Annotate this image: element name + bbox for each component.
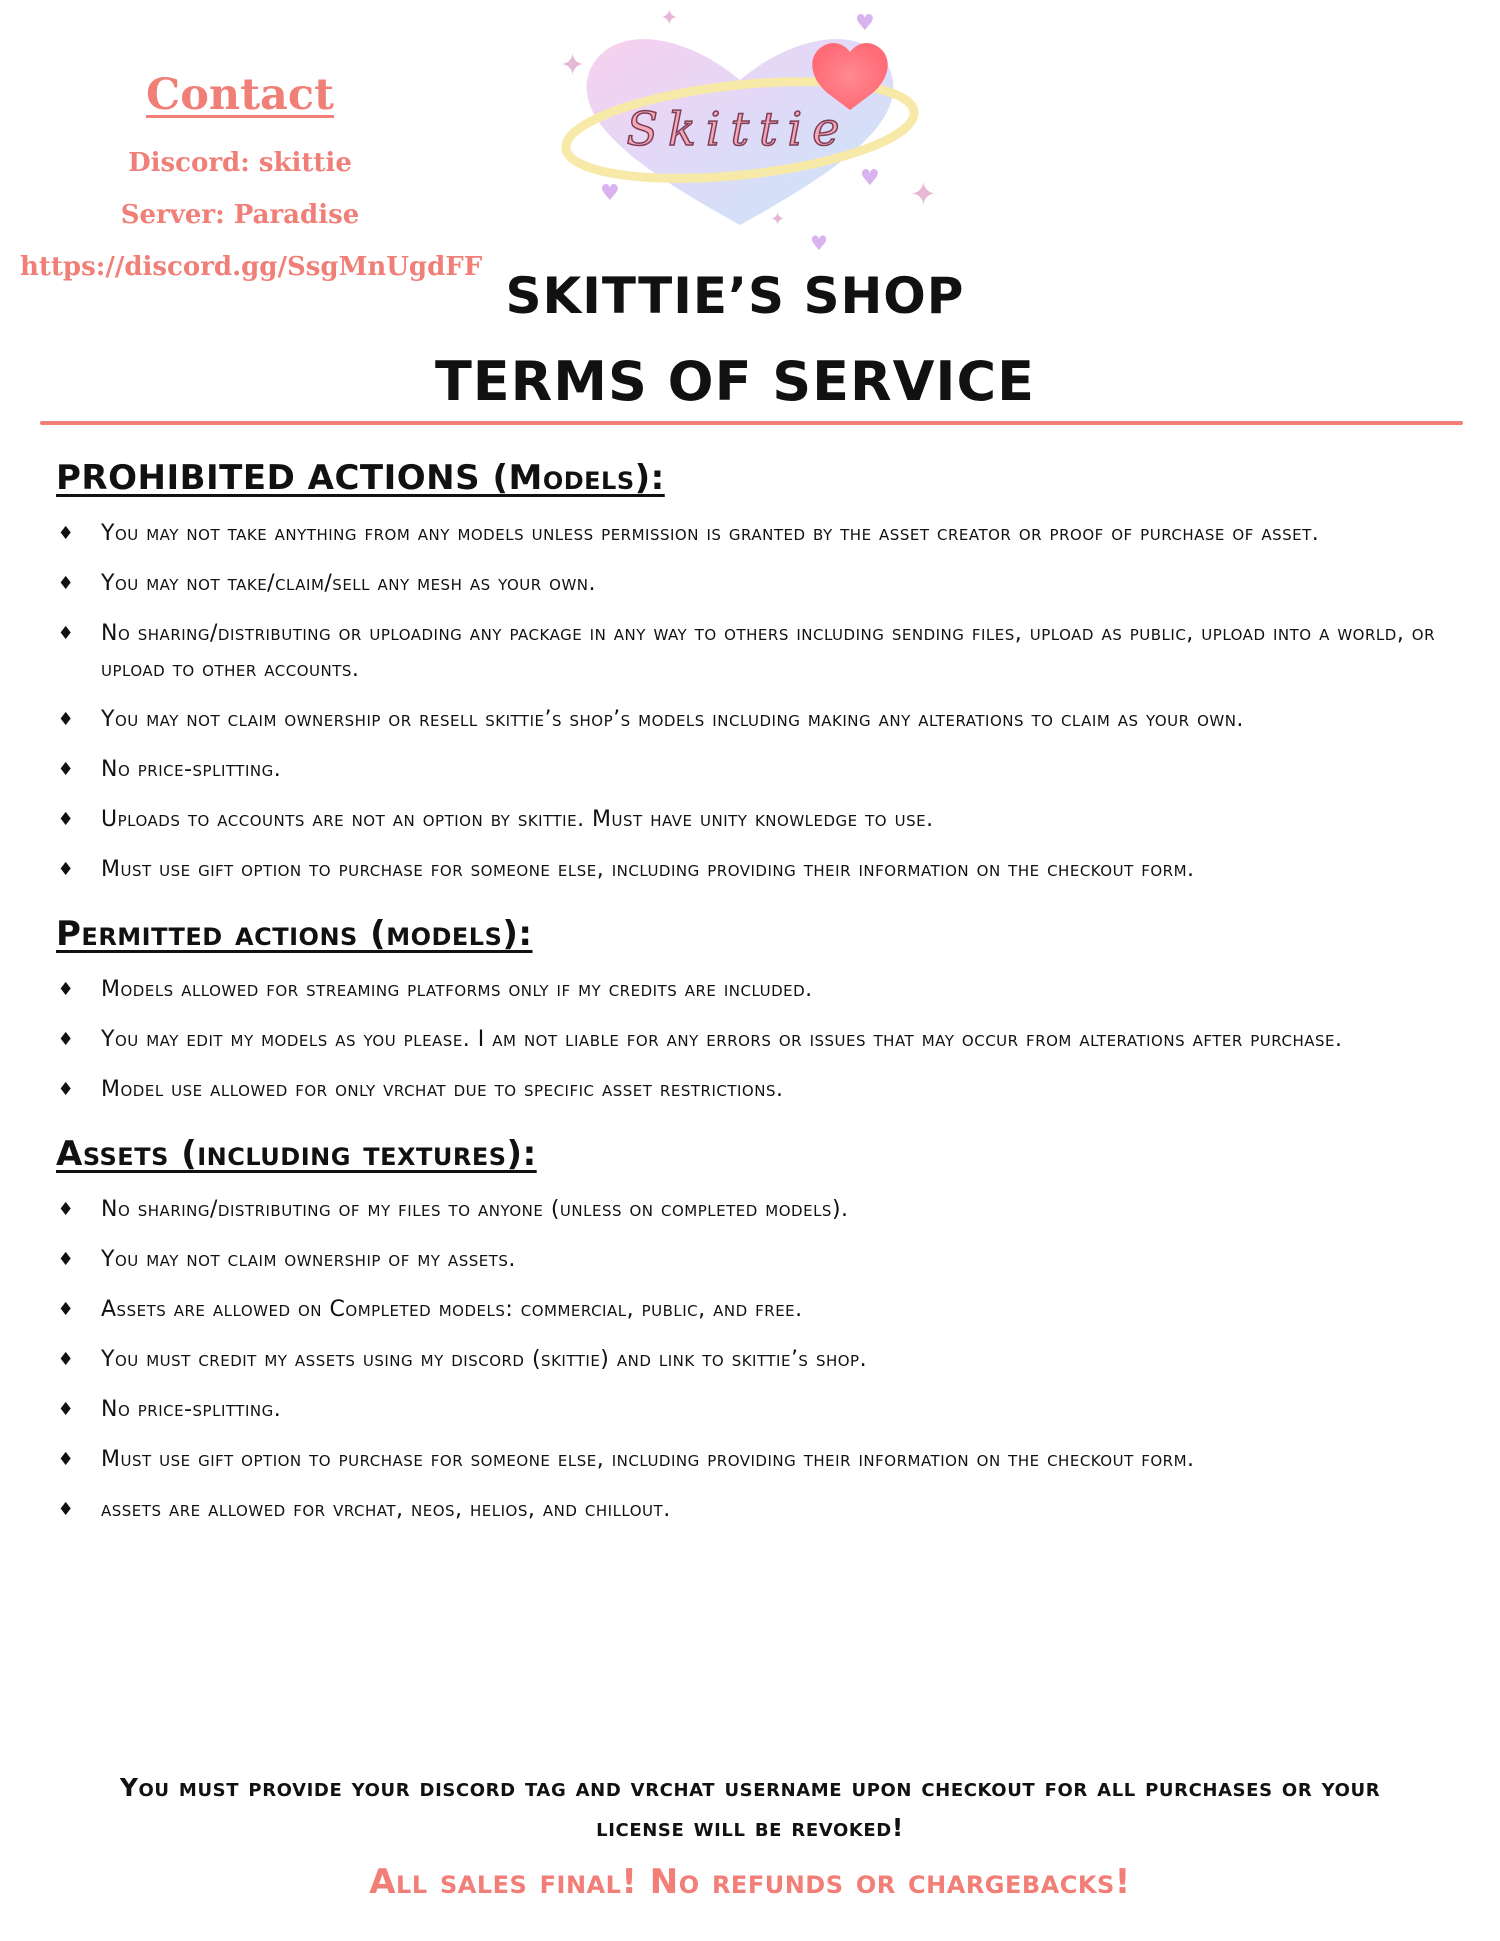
heart-logo-icon (530, 0, 950, 250)
diamond-bullet-icon: ♦ (57, 1079, 75, 1100)
diamond-bullet-icon: ♦ (57, 1449, 75, 1470)
svg-text:♥: ♥ (860, 166, 880, 191)
list-item-text: You may not claim ownership of my assets. (101, 1247, 516, 1272)
list-item-text: Must use gift option to purchase for someone else, including providing their information on the checkout form. (101, 1447, 1195, 1472)
diamond-bullet-icon: ♦ (57, 979, 75, 1000)
diamond-bullet-icon: ♦ (57, 1249, 75, 1270)
list-item-text: Assets are allowed on Completed models: commercial, public, and free. (101, 1297, 803, 1322)
section-heading: PROHIBITED ACTIONS (Models): (56, 458, 665, 498)
list-item-text: Model use allowed for only vrchat due to specific asset restrictions. (101, 1077, 784, 1102)
list-item-text: Uploads to accounts are not an option by skittie. Must have unity knowledge to use. (101, 807, 934, 832)
contact-server: Server: Paradise (120, 200, 360, 230)
diamond-bullet-icon: ♦ (57, 1199, 75, 1220)
list-item (56, 1392, 1456, 1428)
diamond-bullet-icon: ♦ (57, 523, 75, 544)
list-item (56, 1492, 1456, 1528)
contact-invite-link[interactable]: https://discord.gg/SsgMnUgdFF (20, 252, 483, 282)
list-item (56, 516, 1456, 552)
list-item (56, 1442, 1456, 1478)
contact-block (20, 70, 483, 282)
page-title (330, 265, 1140, 415)
svg-text:♥: ♥ (810, 231, 828, 250)
list-item-text: assets are allowed for vrchat, neos, helios, and chillout. (101, 1497, 671, 1522)
list-item (56, 1242, 1456, 1278)
diamond-bullet-icon: ♦ (57, 1299, 75, 1320)
list-item (56, 972, 1456, 1008)
list-item-text: You may edit my models as you please. I am not liable for any errors or issues that may occur from alterations after purchase. (101, 1027, 1343, 1052)
list-item (56, 1022, 1456, 1058)
diamond-bullet-icon: ♦ (57, 759, 75, 780)
sales-final-notice: All sales final! No refunds or chargebacks! (369, 1862, 1131, 1902)
section-list (56, 972, 1456, 1108)
list-item-text: No price-splitting. (101, 1397, 282, 1422)
svg-text:♥: ♥ (600, 181, 620, 206)
contact-discord: Discord: skittie (128, 148, 352, 178)
diamond-bullet-icon: ♦ (57, 1349, 75, 1370)
section-list (56, 516, 1456, 888)
diamond-bullet-icon: ♦ (57, 1499, 75, 1520)
list-item (56, 1192, 1456, 1228)
diamond-bullet-icon: ♦ (57, 709, 75, 730)
contact-heading: Contact (146, 70, 334, 120)
svg-text:✦: ✦ (910, 175, 937, 213)
diamond-bullet-icon: ♦ (57, 1029, 75, 1050)
terms-content (56, 458, 1456, 1554)
svg-text:✦: ✦ (770, 209, 786, 230)
list-item (56, 802, 1456, 838)
list-item-text: You may not take/claim/sell any mesh as your own. (101, 571, 597, 596)
section-heading: Permitted actions (models): (56, 914, 533, 954)
diamond-bullet-icon: ♦ (57, 859, 75, 880)
list-item-text: Models allowed for streaming platforms only if my credits are included. (101, 977, 813, 1002)
list-item (56, 1072, 1456, 1108)
list-item-text: No sharing/distributing or uploading any package in any way to others including sending files, upload as public, upload into a world, or upload to other accounts. (101, 621, 1436, 682)
list-item-text: Must use gift option to purchase for someone else, including providing their information on the checkout form. (101, 857, 1195, 882)
svg-text:✦: ✦ (660, 6, 679, 31)
diamond-bullet-icon: ♦ (57, 623, 75, 644)
list-item-text: You must credit my assets using my discord (skittie) and link to skittie’s shop. (101, 1347, 868, 1372)
title-shop: SKITTIE’S SHOP (505, 267, 965, 325)
list-item (56, 702, 1456, 738)
svg-text:✦: ✦ (560, 48, 586, 83)
list-item-text: You may not claim ownership or resell skittie’s shop’s models including making any alterations to claim as your own. (101, 707, 1244, 732)
section-list (56, 1192, 1456, 1528)
list-item-text: You may not take anything from any models unless permission is granted by the asset creator or proof of purchase of asset. (101, 521, 1320, 546)
section-heading: Assets (including textures): (56, 1134, 537, 1174)
logo-text: Skittie (626, 102, 850, 156)
shop-logo (530, 0, 950, 250)
diamond-bullet-icon: ♦ (57, 1399, 75, 1420)
list-item (56, 1292, 1456, 1328)
diamond-bullet-icon: ♦ (57, 573, 75, 594)
diamond-bullet-icon: ♦ (57, 809, 75, 830)
list-item (56, 566, 1456, 602)
list-item (56, 616, 1456, 688)
list-item-text: No sharing/distributing of my files to anyone (unless on completed models). (101, 1197, 849, 1222)
divider (40, 421, 1463, 425)
list-item (56, 752, 1456, 788)
list-item (56, 852, 1456, 888)
svg-text:♥: ♥ (855, 11, 875, 36)
title-tos: TERMS OF SERVICE (434, 350, 1036, 413)
checkout-notice: You must provide your discord tag and vrchat username upon checkout for all purchases or your license will be revoked! (119, 1773, 1381, 1842)
list-item (56, 1342, 1456, 1378)
list-item-text: No price-splitting. (101, 757, 282, 782)
